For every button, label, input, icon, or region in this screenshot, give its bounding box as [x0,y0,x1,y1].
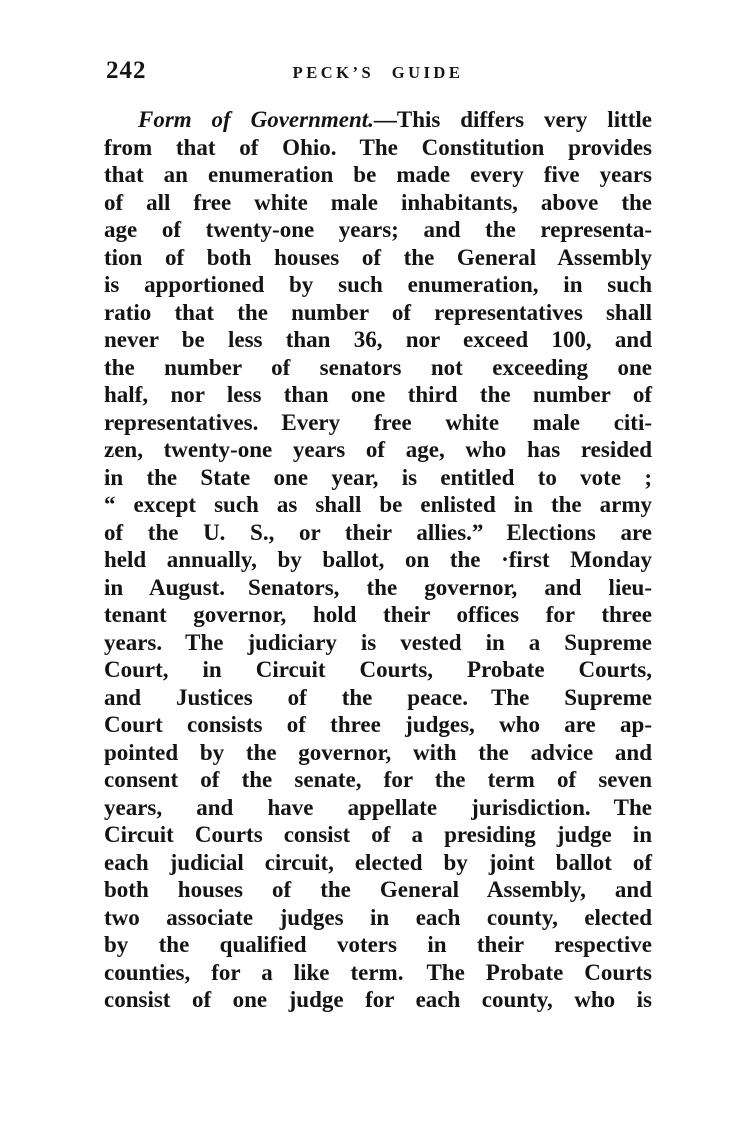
text-line: by the qualified voters in their respective [104,932,652,957]
text-line: tion of both houses of the General Assembly [104,244,652,270]
text-line: consent of the senate, for the term of seven [104,767,652,792]
text-line: each judicial circuit, elected by joint ballot of [104,849,652,875]
running-head: PECK’S GUIDE [292,63,464,82]
text-line: years. The judiciary is vested in a Supreme [104,629,652,655]
text-line: consist of one judge for each county, who is [104,987,652,1012]
text-line: ratio that the number of representatives shall [104,299,652,325]
text-line: of the U. S., or their allies.” Elections are [104,519,652,545]
text-line: Circuit Courts consist of a presiding judge in [104,822,652,847]
text-line: both houses of the General Assembly, and [104,877,652,902]
text-line: in the State one year, is entitled to vote ; [104,464,652,490]
text-line: years, and have appellate jurisdiction. The [104,794,652,820]
page-header [104,57,652,85]
text-line: counties, for a like term. The Probate Courts [104,959,652,985]
text-line: zen, twenty-one years of age, who has resided [104,437,652,462]
text-line: never be less than 36, nor exceed 100, and [104,327,652,352]
text-line: the number of senators not exceeding one [104,354,652,380]
page-body [104,106,652,1014]
page-number: 242 [106,57,147,84]
text-line: Court consists of three judges, who are ap- [104,712,652,737]
text-line: Form of Government.—This differs very little [138,107,652,132]
text-line: held annually, by ballot, on the ·first Monday [104,547,652,572]
text-line: pointed by the governor, with the advice and [104,739,652,765]
text-line: representatives. Every free white male citi- [104,409,652,435]
text-line: from that of Ohio. The Constitution provides [104,134,652,160]
section-title-italic: Form of Government. [138,107,374,132]
text-line: and Justices of the peace. The Supreme [104,684,652,710]
text-line: age of twenty-one years; and the representa- [104,217,652,242]
text-line: “ except such as shall be enlisted in the army [104,492,652,517]
text-line: in August. Senators, the governor, and lieu- [104,574,652,600]
text-line: Court, in Circuit Courts, Probate Courts, [104,657,652,682]
text-line: that an enumeration be made every five years [104,162,652,187]
text-line: two associate judges in each county, elected [104,904,652,930]
text-line: is apportioned by such enumeration, in such [104,272,652,297]
text-line: half, nor less than one third the number of [104,382,652,407]
text-line: tenant governor, hold their offices for three [104,602,652,627]
text-line: of all free white male inhabitants, above the [104,189,652,215]
